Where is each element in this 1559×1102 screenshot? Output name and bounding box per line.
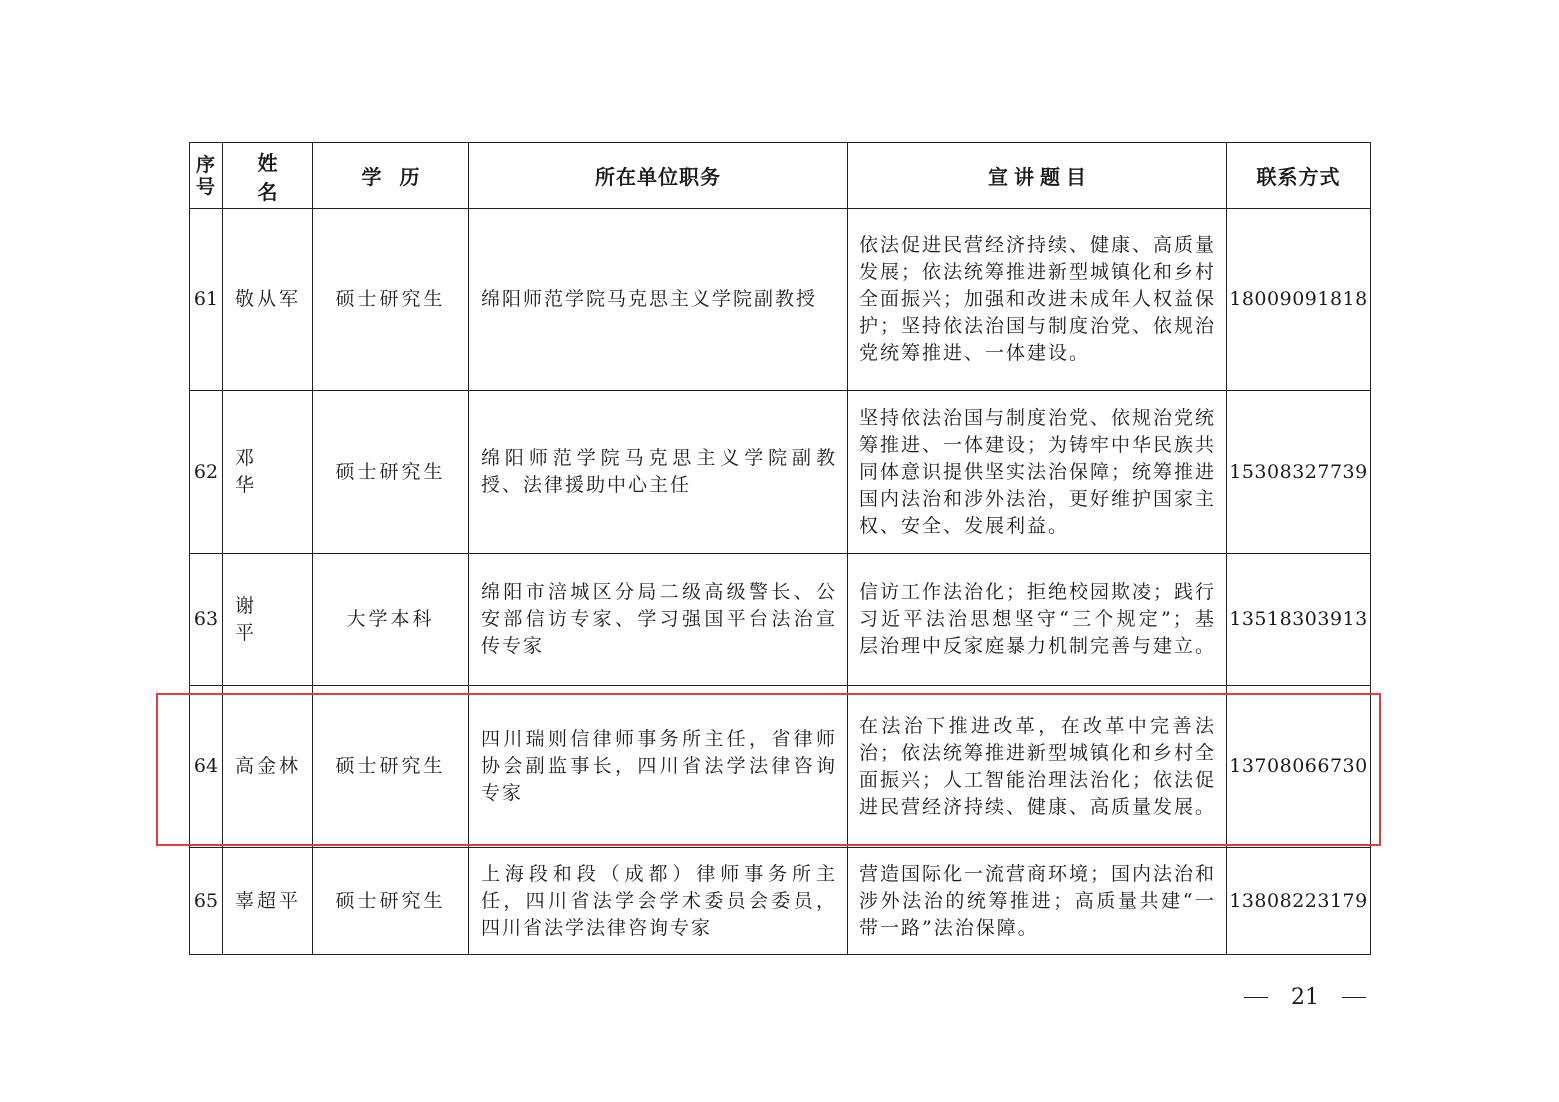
row-seq: 65 — [190, 848, 223, 955]
page-number-dash-left — [1244, 997, 1268, 998]
header-contact: 联系方式 — [1227, 143, 1371, 209]
row-education: 硕士研究生 — [313, 391, 469, 554]
row-name: 邓华 — [223, 391, 313, 554]
row-lecture-topic: 依法促进民营经济持续、健康、高质量发展；依法统筹推进新型城镇化和乡村全面振兴；加强和改进未成年人权益保护；坚持依法治国与制度治党、依规治党统筹推进、一体建设。 — [848, 209, 1227, 391]
table-row — [190, 554, 1371, 686]
row-name: 高金林 — [223, 686, 313, 848]
row-name: 敬从军 — [223, 209, 313, 391]
speaker-roster-table — [189, 142, 1371, 955]
row-education: 硕士研究生 — [313, 209, 469, 391]
row-seq: 62 — [190, 391, 223, 554]
table-header-row — [190, 143, 1371, 209]
header-education: 学历 — [313, 143, 469, 209]
header-unit-position: 所在单位职务 — [469, 143, 848, 209]
page-number: 21 — [1291, 984, 1319, 1010]
row-unit-position: 绵阳师范学院马克思主义学院副教授 — [469, 209, 848, 391]
table-row — [190, 848, 1371, 955]
row-phone: 13518303913 — [1227, 554, 1371, 686]
row-seq: 64 — [190, 686, 223, 848]
table-row-highlighted — [190, 686, 1371, 848]
page-number-dash-right — [1342, 997, 1366, 998]
row-name: 辜超平 — [223, 848, 313, 955]
row-lecture-topic: 营造国际化一流营商环境；国内法治和涉外法治的统筹推进；高质量共建“一带一路”法治保障。 — [848, 848, 1227, 955]
header-seq: 序号 — [190, 143, 223, 209]
table-row — [190, 391, 1371, 554]
row-unit-position: 绵阳师范学院马克思主义学院副教授、法律援助中心主任 — [469, 391, 848, 554]
table-row — [190, 209, 1371, 391]
header-lecture-topic: 宣讲题目 — [848, 143, 1227, 209]
row-unit-position: 四川瑞则信律师事务所主任，省律师协会副监事长，四川省法学法律咨询专家 — [469, 686, 848, 848]
row-education: 硕士研究生 — [313, 848, 469, 955]
row-education: 硕士研究生 — [313, 686, 469, 848]
row-lecture-topic: 在法治下推进改革，在改革中完善法治；依法统筹推进新型城镇化和乡村全面振兴；人工智能治理法治化；依法促进民营经济持续、健康、高质量发展。 — [848, 686, 1227, 848]
row-phone: 18009091818 — [1227, 209, 1371, 391]
row-education: 大学本科 — [313, 554, 469, 686]
row-phone: 15308327739 — [1227, 391, 1371, 554]
row-phone: 13808223179 — [1227, 848, 1371, 955]
header-name: 姓名 — [223, 143, 313, 209]
row-lecture-topic: 信访工作法治化；拒绝校园欺凌；践行习近平法治思想坚守“三个规定”；基层治理中反家庭暴力机制完善与建立。 — [848, 554, 1227, 686]
row-unit-position: 上海段和段（成都）律师事务所主任，四川省法学会学术委员会委员，四川省法学法律咨询专家 — [469, 848, 848, 955]
row-seq: 63 — [190, 554, 223, 686]
row-seq: 61 — [190, 209, 223, 391]
row-unit-position: 绵阳市涪城区分局二级高级警长、公安部信访专家、学习强国平台法治宣传专家 — [469, 554, 848, 686]
row-phone: 13708066730 — [1227, 686, 1371, 848]
row-lecture-topic: 坚持依法治国与制度治党、依规治党统筹推进、一体建设；为铸牢中华民族共同体意识提供坚实法治保障；统筹推进国内法治和涉外法治，更好维护国家主权、安全、发展利益。 — [848, 391, 1227, 554]
page-number-footer — [1244, 982, 1366, 1012]
row-name: 谢平 — [223, 554, 313, 686]
